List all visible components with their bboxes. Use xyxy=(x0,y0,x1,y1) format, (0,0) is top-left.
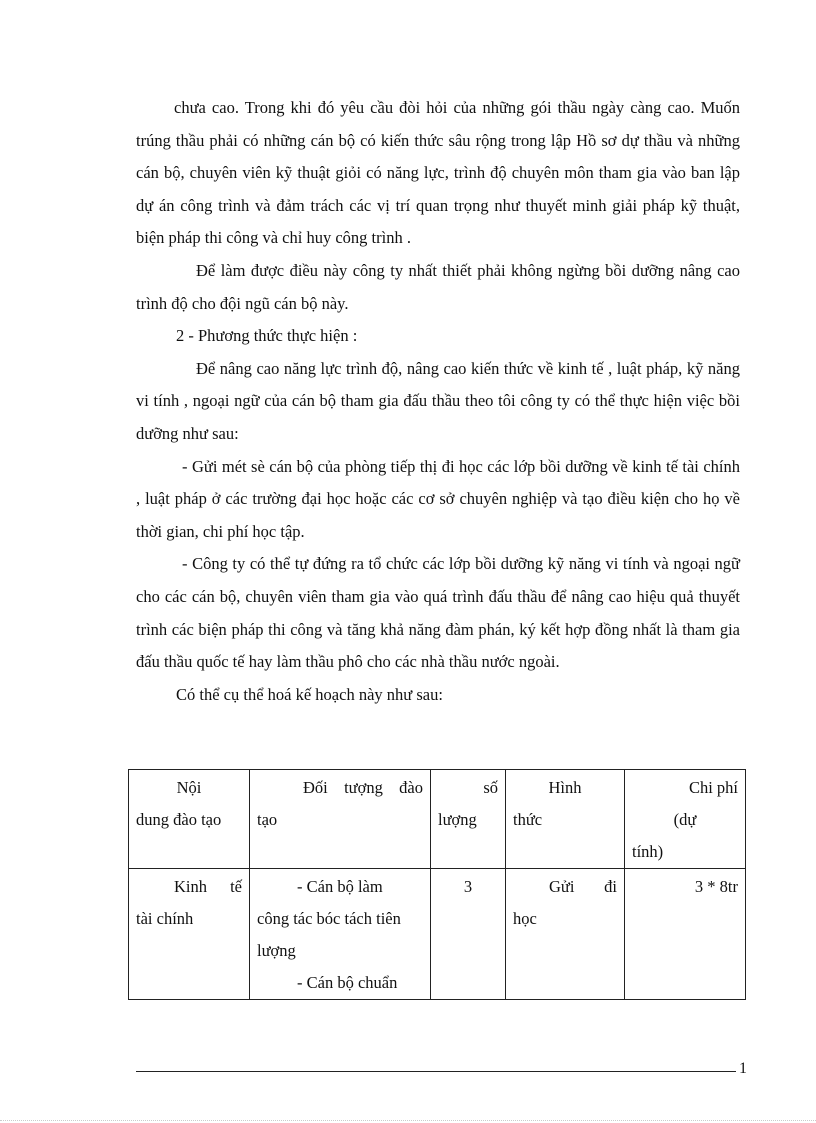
table-header-row xyxy=(129,770,746,869)
header-cell-target: Đối tượng đào tạo xyxy=(250,770,431,869)
header-cell-content: Nội dung đào tạo xyxy=(129,770,250,869)
row-cell-target: - Cán bộ làm công tác bóc tách tiên lượng - Cán bộ chuẩn xyxy=(250,869,431,1000)
paragraph-plan-intro: Có thể cụ thể hoá kế hoạch này như sau: xyxy=(176,684,443,704)
training-plan-table xyxy=(128,769,746,1000)
table-row xyxy=(129,869,746,1000)
paragraph-company-courses: - Công ty có thể tự đứng ra tổ chức các lớp bồi dưỡng kỹ năng vi tính và ngoại ngữ cho các cán bộ, chuyên viên tham gia vào quá trình đấu thầu để nâng cao hiệu quả thuyết trình các biện pháp thi công và tăng khả năng đàm phán, ký kết hợp đồng nhất là tham gia đấu thầu quốc tế hay làm thầu phô cho các nhà thầu nước ngoài. xyxy=(136,554,740,672)
section-heading-implementation: 2 - Phương thức thực hiện : xyxy=(176,326,358,346)
row-cell-form: Gửi đi học xyxy=(506,869,625,1000)
document-body xyxy=(136,92,740,711)
header-cell-quantity: số lượng xyxy=(431,770,506,869)
row-cell-content: Kinh tế tài chính xyxy=(129,869,250,1000)
header-cell-form: Hình thức xyxy=(506,770,625,869)
paragraph-implementation-intro: Để nâng cao năng lực trình độ, nâng cao kiến thức về kinh tế , luật pháp, kỹ năng vi tính , ngoại ngữ của cán bộ tham gia đấu thầu theo tôi công ty có thể thực hiện việc bồi dưỡng như sau: xyxy=(136,358,740,443)
paragraph-training-requirement: chưa cao. Trong khi đó yêu cầu đòi hỏi của những gói thầu ngày càng cao. Muốn trúng thầu phải có những cán bộ có kiến thức sâu rộng trong lập Hồ sơ dự thầu và những cán bộ, chuyên viên kỹ thuật giỏi có năng lực, trình độ chuyên môn tham gia vào ban lập dự án công trình và đảm trách các vị trí quan trọng như thuyết minh giải pháp kỹ thuật, biện pháp thi công và chỉ huy công trình . xyxy=(136,98,740,248)
header-cell-cost: Chi phí (dự tính) xyxy=(625,770,746,869)
row-cell-cost: 3 * 8tr xyxy=(625,869,746,1000)
paragraph-send-staff: - Gửi mét sè cán bộ của phòng tiếp thị đi học các lớp bồi dưỡng về kinh tế tài chính , luật pháp ở các trường đại học hoặc các cơ sở chuyên nghiệp và tạo điều kiện cho họ về thời gian, chi phí học tập. xyxy=(136,456,740,541)
footer-divider xyxy=(136,1071,736,1072)
row-cell-quantity: 3 xyxy=(431,869,506,1000)
page-edge-divider xyxy=(0,1120,816,1121)
paragraph-continuous-training: Để làm được điều này công ty nhất thiết phải không ngừng bồi dưỡng nâng cao trình độ cho đội ngũ cán bộ này. xyxy=(136,260,740,313)
page-number: 1 xyxy=(739,1060,747,1077)
